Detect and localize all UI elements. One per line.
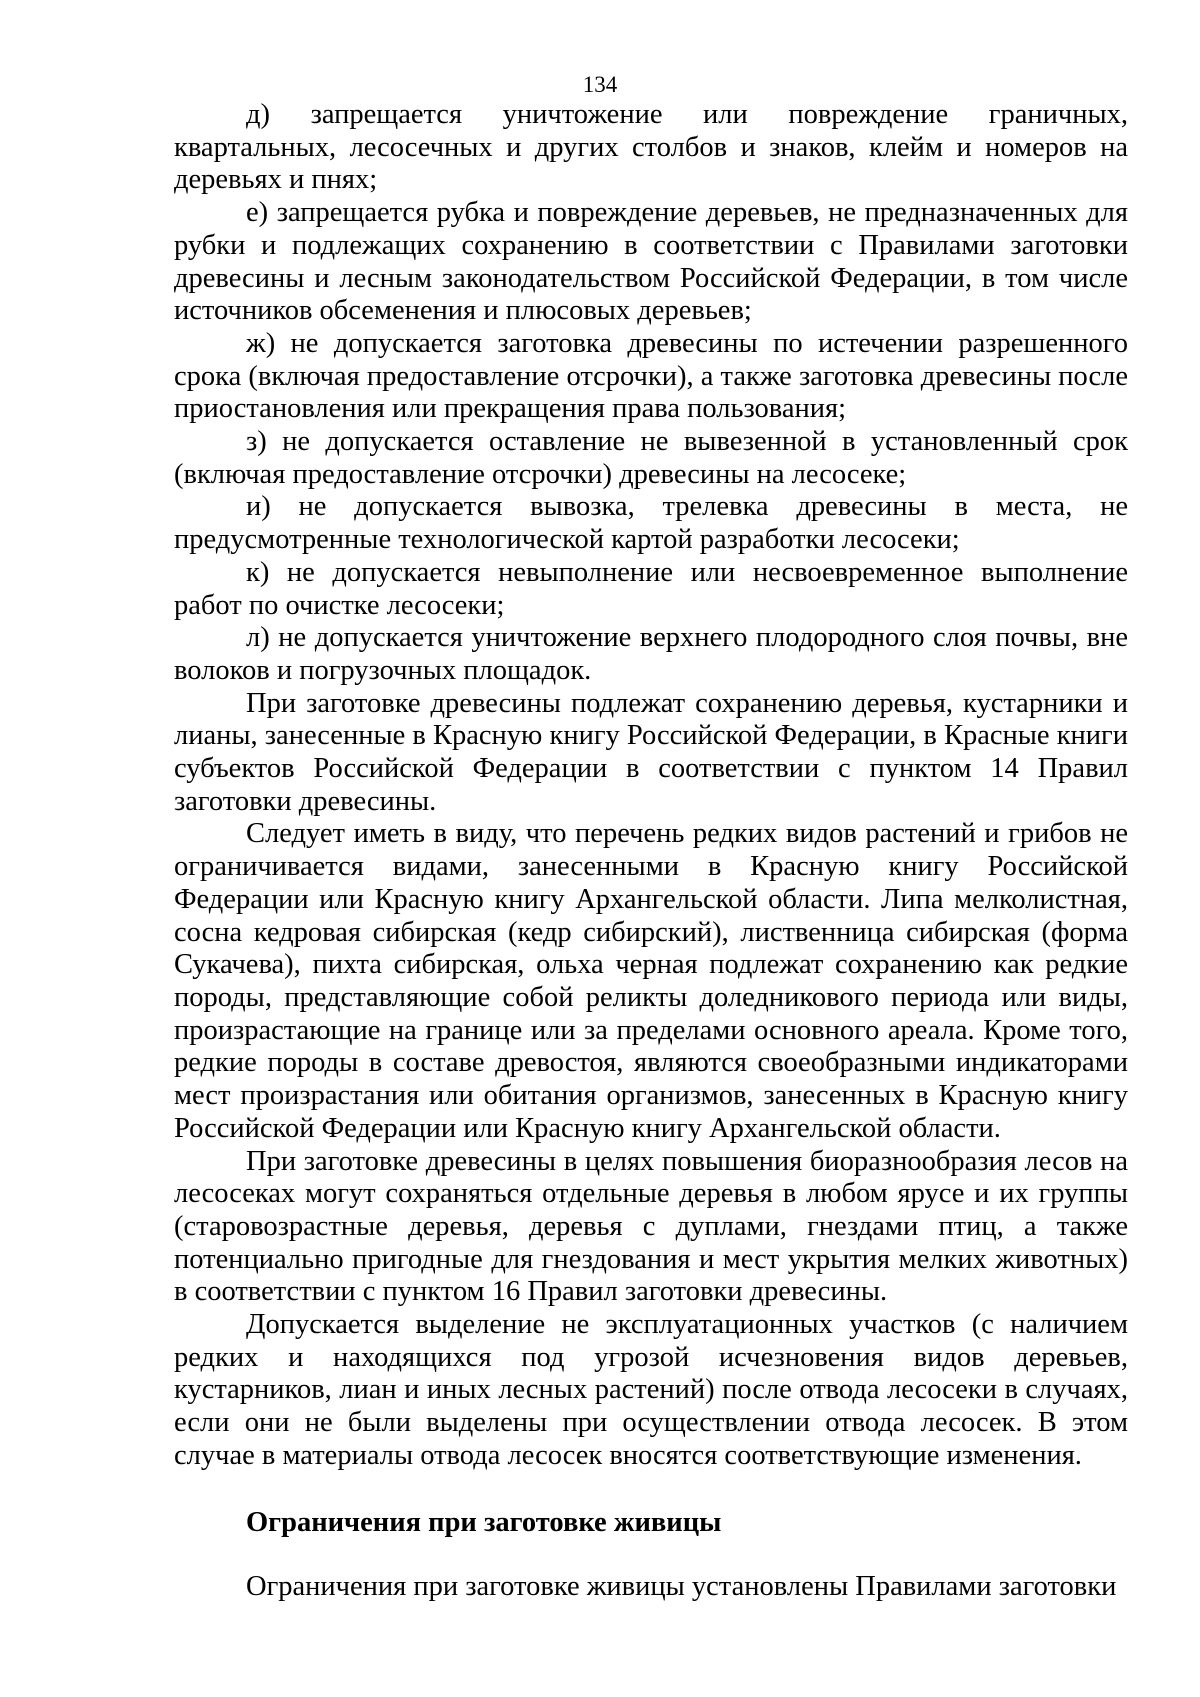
section-heading: Ограничения при заготовке живицы [246,1506,722,1538]
paragraph-biodiversity: При заготовке древесины в целях повышения биоразнообразия лесов на лесосеках могут сохраняться отдельные деревья в любом ярусе и их группы (старовозрастные деревья, деревья с дуплами, гнездами птиц, а также потенциально пригодные для гнездования и мест укрытия мелких животных) в соответствии с пунктом 16 Правил заготовки древесины. [174,1145,1128,1308]
paragraph-k: к) не допускается невыполнение или несвоевременное выполнение работ по очистке лесосеки; [174,556,1128,621]
document-body [174,99,1128,1604]
paragraph-z: з) не допускается оставление не вывезенной в установленный срок (включая предоставление отсрочки) древесины на лесосеке; [174,426,1128,490]
paragraph-red-book: При заготовке древесины подлежат сохранению деревья, кустарники и лианы, занесенные в Красную книгу Российской Федерации, в Красные книги субъектов Российской Федерации в соответствии с пунктом 14 Правил заготовки древесины. [174,687,1128,817]
page-number: 134 [582,72,618,97]
section-paragraph: Ограничения при заготовке живицы установлены Правилами заготовки [246,1571,1117,1603]
paragraph-e: е) запрещается рубка и повреждение деревьев, не предназначенных для рубки и подлежащих сохранению в соответствии с Правилами заготовки древесины и лесным законодательством Российской Федерации, в том числе источников обсеменения и плюсовых деревьев; [174,197,1128,327]
paragraph-l: л) не допускается уничтожение верхнего плодородного слоя почвы, вне волоков и погрузочных площадок. [174,622,1128,686]
paragraph-d: д) запрещается уничтожение или повреждение граничных, квартальных, лесосечных и других столбов и знаков, клейм и номеров на деревьях и пнях; [174,99,1128,196]
paragraph-i: и) не допускается вывозка, трелевка древесины в места, не предусмотренные технологической картой разработки лесосеки; [174,491,1128,556]
paragraph-zh: ж) не допускается заготовка древесины по истечении разрешенного срока (включая предоставление отсрочки), а также заготовка древесины после приостановления или прекращения права пользования; [174,327,1128,425]
paragraph-non-operational-areas: Допускается выделение не эксплуатационных участков (с наличием редких и находящихся под угрозой исчезновения видов деревьев, кустарников, лиан и иных лесных растений) после отвода лесосеки в случаях, если они не были выделены при осуществлении отвода лесосек. В этом случае в материалы отвода лесосек вносятся соответствующие изменения. [174,1309,1128,1471]
paragraph-rare-species: Следует иметь в виду, что перечень редких видов растений и грибов не ограничивается видами, занесенными в Красную книгу Российской Федерации или Красную книгу Архангельской области. Липа мелколистная, сосна кедровая сибирская (кедр сибирский), лиственница сибирская (форма Сукачева), пихта сибирская, ольха черная подлежат сохранению как редкие породы, представляющие собой реликты доледникового периода или виды, произрастающие на границе или за пределами основного ареала. Кроме того, редкие породы в составе древостоя, являются своеобразными индикаторами мест произрастания или обитания организмов, занесенных в Красную книгу Российской Федерации или Красную книгу Архангельской области. [174,818,1128,1144]
